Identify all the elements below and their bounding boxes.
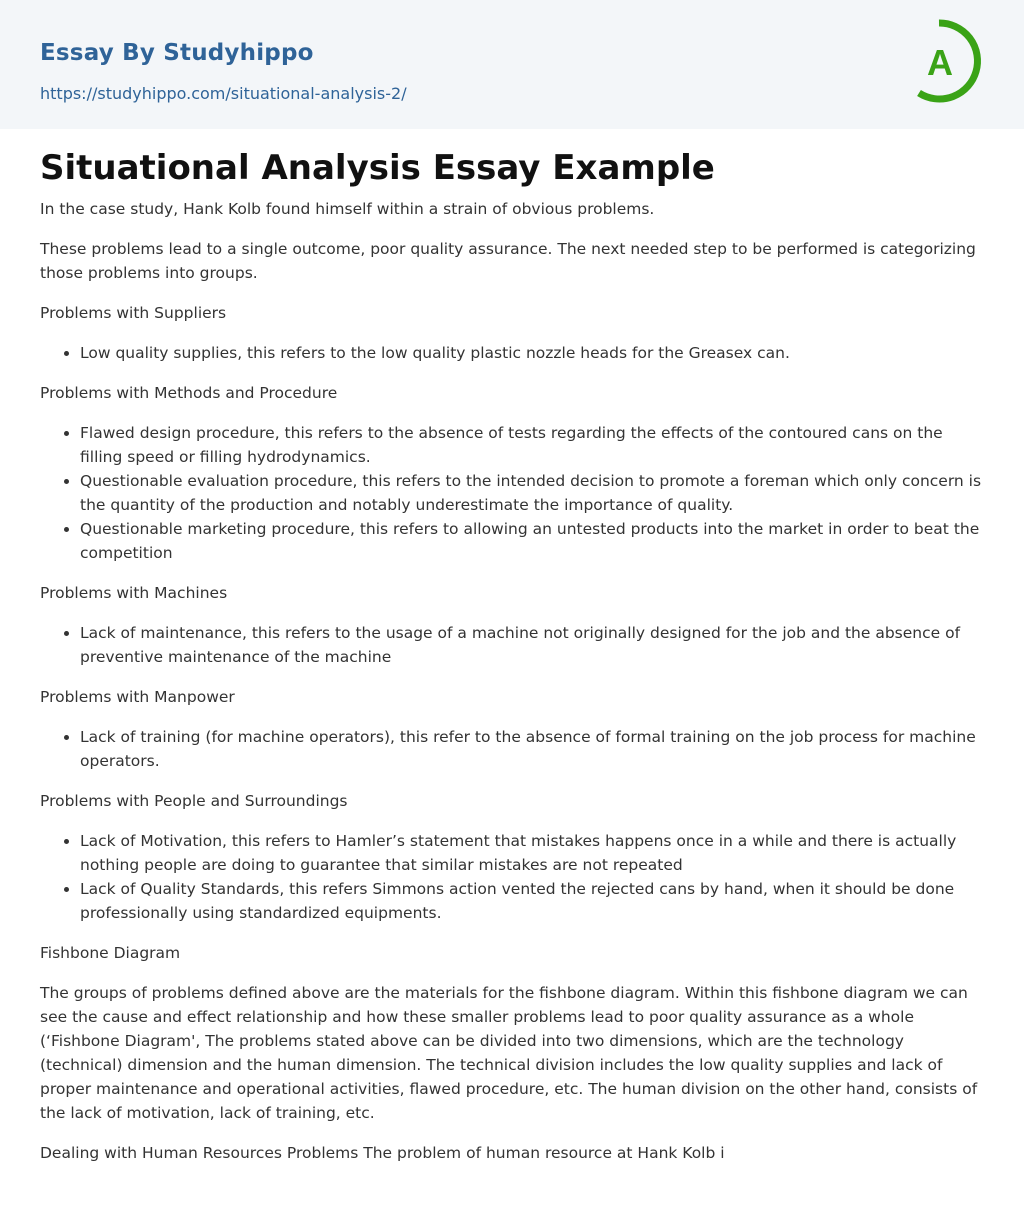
logo-letter: A bbox=[927, 42, 953, 83]
page-header bbox=[0, 0, 1024, 129]
section-heading-fishbone: Fishbone Diagram bbox=[40, 944, 181, 962]
studyhippo-logo-icon[interactable] bbox=[905, 17, 991, 107]
site-title[interactable]: Essay By Studyhippo bbox=[40, 40, 314, 66]
intro-paragraph: In the case study, Hank Kolb found himself within a strain of obvious problems. bbox=[40, 200, 655, 218]
section-heading-people: Problems with People and Surroundings bbox=[40, 792, 348, 810]
people-list bbox=[40, 829, 984, 925]
list-item: • Questionable marketing procedure, this refers to allowing an untested products into the market in order to beat the competition bbox=[80, 517, 984, 565]
source-url-link[interactable]: https://studyhippo.com/situational-analysis-2/ bbox=[40, 84, 407, 103]
section-heading-machines: Problems with Machines bbox=[40, 584, 228, 602]
section-heading-manpower: Problems with Manpower bbox=[40, 688, 235, 706]
truncated-paragraph: Dealing with Human Resources Problems The problem of human resource at Hank Kolb i bbox=[40, 1144, 725, 1162]
fishbone-paragraph: The groups of problems defined above are the materials for the fishbone diagram. Within this fishbone diagram we can see the cause and effect relationship and how these smaller problems lead to poor quality assurance as a whole (‘Fishbone Diagram', The problems stated above can be divided into two dimensions, which are the technology (technical) dimension and the human dimension. The technical division includes the low quality supplies and lack of proper maintenance and operational activities, flawed procedure, etc. The human division on the other hand, consists of the lack of motivation, lack of training, etc. bbox=[40, 984, 978, 1122]
list-item: • Lack of Motivation, this refers to Hamler’s statement that mistakes happens once in a while and there is actually nothing people are doing to guarantee that similar mistakes are not repeated bbox=[80, 829, 984, 877]
page-title: Situational Analysis Essay Example bbox=[40, 148, 715, 188]
section-heading-methods: Problems with Methods and Procedure bbox=[40, 384, 338, 402]
article-body bbox=[40, 145, 984, 1181]
methods-list bbox=[40, 421, 984, 565]
list-item: • Lack of training (for machine operators), this refer to the absence of formal training on the job process for machine operators. bbox=[80, 725, 984, 773]
grouping-paragraph: These problems lead to a single outcome, poor quality assurance. The next needed step to be performed is categorizing those problems into groups. bbox=[40, 240, 976, 282]
suppliers-list bbox=[40, 341, 984, 365]
list-item: • Lack of Quality Standards, this refers Simmons action vented the rejected cans by hand, when it should be done professionally using standardized equipments. bbox=[80, 877, 984, 925]
list-item: • Questionable evaluation procedure, this refers to the intended decision to promote a foreman which only concern is the quantity of the production and notably underestimate the importance of quality. bbox=[80, 469, 984, 517]
list-item: • Flawed design procedure, this refers to the absence of tests regarding the effects of the contoured cans on the filling speed or filling hydrodynamics. bbox=[80, 421, 984, 469]
list-item: • Low quality supplies, this refers to the low quality plastic nozzle heads for the Greasex can. bbox=[80, 341, 984, 365]
manpower-list bbox=[40, 725, 984, 773]
list-item: • Lack of maintenance, this refers to the usage of a machine not originally designed for the job and the absence of preventive maintenance of the machine bbox=[80, 621, 984, 669]
machines-list bbox=[40, 621, 984, 669]
section-heading-suppliers: Problems with Suppliers bbox=[40, 304, 227, 322]
